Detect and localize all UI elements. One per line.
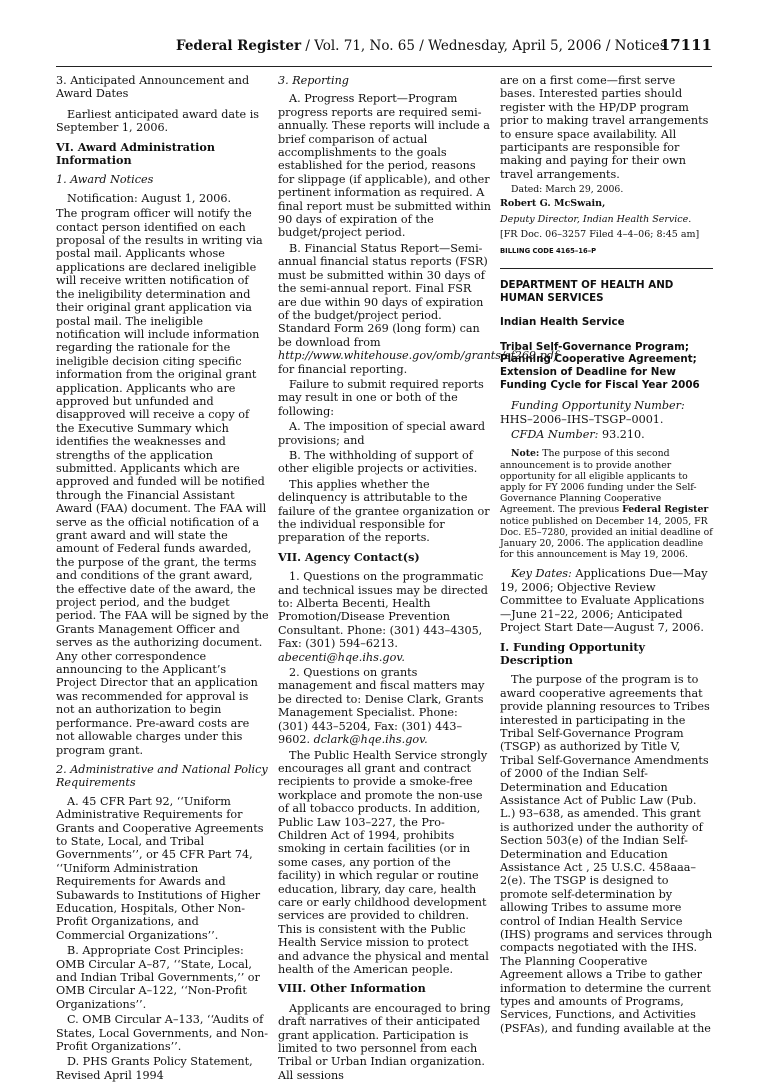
paragraph: D. PHS Grants Policy Statement, Revised April 1994 (56, 1055, 253, 1082)
subsection-heading: 3. Reporting (278, 74, 349, 87)
column-3 (500, 74, 713, 1037)
subsection-heading: 2. Administrative and National Policy Requirements (56, 762, 268, 790)
paragraph: are on a first come—first serve bases. Interested parties should register with the HP/DP program prior to making travel arrangements to ensure space availability. All participants are responsible for making and paying for their own travel arrangements. (500, 74, 709, 181)
section-heading: VIII. Other Information (278, 981, 426, 996)
section-heading: 3. Anticipated Announcement and Award Dates (56, 74, 250, 101)
billing-code: BILLING CODE 4165–16–P (500, 246, 597, 255)
text-run: B. Financial Status Report—Semi-annual financial status reports (FSR) must be submitted within 30 days of the semi-annual report. Final FSR are due within 90 days of expiration of the budget/project period. Standard Form 269 (long form) can be download from (278, 241, 488, 349)
journal-line (176, 38, 667, 54)
text-run: 2. Questions on grants management and fiscal matters may be directed to: Denise Clark, Grants Management Specialist. Phone: (301) 443–5204, Fax: (301) 443–9602. (278, 666, 485, 747)
funding-opportunity-number (500, 399, 713, 426)
paragraph: The program officer will notify the contact person identified on each proposal of the results in writing via postal mail. Applicants whose applications are declared ineligible will receive written notification of the ineligibility determination and their original grant application via postal mail. The ineligible notification will include information regarding the rationale for the ineligible decision citing specific information from the original grant application. Applicants who are approved but unfunded and disapproved will receive a copy of the Executive Summary which identifies the weaknesses and strengths of the application submitted. Applicants which are approved and funded will be notified through the Financial Assistant Award (FAA) document. The FAA will serve as the official notification of a grant award and will state the amount of Federal funds awarded, the purpose of the grant, the terms and conditions of the grant award, the effective date of the award, the project period, and the budget period. The FAA will be signed by the Grants Management Officer and serves as the authorizing document. Any other correspondence announcing to the Applicant’s Project Director that an application was recommended for approval is not an authorization to begin performance. Pre-award costs are not allowable charges under this program grant. (56, 207, 269, 757)
section-heading: I. Funding Opportunity Description (500, 639, 646, 667)
running-header (56, 36, 712, 67)
value: Applications Due—May 19, 2006; Objective Review Committee to Evaluate Applications—June 21–22, 2006; Anticipated Project Start Date—August 7, 2006. (500, 567, 708, 635)
sub-agency-name: Indian Health Service (500, 316, 625, 329)
paragraph: C. OMB Circular A–133, ‘‘Audits of States, Local Governments, and Non-Profit Organizations’’. (56, 1013, 269, 1054)
section-heading: VII. Agency Contact(s) (278, 549, 420, 564)
paragraph: The purpose of the program is to award cooperative agreements that provide planning resources to Tribes interested in participating in the Tribal Self-Governance Program (TSGP) as authorized by Title V, Tribal Self-Governance Amendments of 2000 of the Indian Self-Determination and Education Assistance Act of Public Law (Pub. L.) 93–638, as amended. This grant is authorized under the authority of Section 503(e) of the Indian Self-Determination and Education Assistance Act , 25 U.S.C. 458aaa–2(e). The TSGP is designed to promote self-determination by allowing Tribes to assume more control of Indian Health Service (IHS) programs and services through compacts negotiated with the IHS. The Planning Cooperative Agreement allows a Tribe to gather information to determine the current types and amounts of Programs, Services, Functions, and Activities (PSFAs), and funding available at the (500, 673, 713, 1035)
paragraph (278, 666, 491, 746)
text-run: notice published on December 14, 2005, FR Doc. E5–7280, provided an initial deadline of January 20, 2006. The application deadline for this announcement is May 19, 2006. (500, 515, 713, 561)
label: CFDA Number: (511, 428, 599, 442)
divider (500, 268, 713, 269)
label: Key Dates: (511, 567, 572, 581)
note-paragraph (500, 448, 713, 560)
paragraph: Notification: August 1, 2006. (67, 191, 232, 205)
email-link[interactable]: dclark@hqe.ihs.gov. (313, 733, 428, 747)
column-1 (56, 74, 269, 1084)
subsection-heading: 1. Award Notices (56, 173, 154, 187)
agency-name: DEPARTMENT OF HEALTH AND HUMAN SERVICES (500, 279, 674, 304)
paragraph: B. The withholding of support of other eligible projects or activities. (278, 448, 478, 476)
text-run: for financial reporting. (278, 362, 408, 376)
value: 93.210. (598, 428, 645, 442)
form-url-link[interactable]: http://www.whitehouse.gov/omb/grants/sf269.pdf (278, 349, 559, 363)
paragraph: A. 45 CFR Part 92, ‘‘Uniform Administrative Requirements for Grants and Cooperative Agreements to State, Local, and Tribal Governments’’, or 45 CFR Part 74, ‘‘Uniform Administration Requirements for Awards and Subawards to Institutions of Higher Education, Hospitals, Other Non-Profit Organizations, and Commercial Organizations’’. (56, 794, 264, 942)
paragraph: The Public Health Service strongly encourages all grant and contract recipients to provide a smoke-free workplace and promote the non-use of all tobacco products. In addition, Public Law 103–227, the Pro-Children Act of 1994, prohibits smoking in certain facilities (or in some cases, any portion of the facility) in which regular or routine education, library, day care, health care or early childhood development services are provided to children. This is consistent with the Public Health Service mission to protect and advance the physical and mental health of the American people. (278, 748, 489, 976)
fr-doc-line: [FR Doc. 06–3257 Filed 4–4–06; 8:45 am] (500, 229, 700, 241)
value: HHS–2006–IHS–TSGP–0001. (500, 412, 664, 426)
email-link[interactable]: abecenti@hqe.ihs.gov. (278, 650, 405, 664)
paragraph: B. Appropriate Cost Principles: OMB Circular A–87, ‘‘State, Local, and Indian Tribal Governments,’’ or OMB Circular A–122, ‘‘Non-Profit Organizations’’. (56, 944, 260, 1011)
dated-line: Dated: March 29, 2006. (511, 184, 624, 196)
label: Funding Opportunity Number: (511, 399, 685, 413)
paragraph (278, 570, 491, 664)
document-title: Tribal Self-Governance Program; Planning Cooperative Agreement; Extension of Deadline for New Funding Cycle for Fiscal Year 2006 (500, 340, 700, 391)
signer-title: Deputy Director, Indian Health Service. (500, 213, 692, 225)
paragraph: Failure to submit required reports may result in one or both of the following: (278, 377, 484, 418)
key-dates (500, 567, 713, 634)
paragraph: This applies whether the delinquency is attributable to the failure of the grantee organization or the individual responsible for preparation of the reports. (278, 477, 490, 545)
text-run: Federal Register (622, 504, 709, 516)
page-number: 17111 (659, 36, 712, 54)
issue-info: / Vol. 71, No. 65 / Wednesday, April 5, 2006 / Notices (301, 38, 667, 54)
signer-name: Robert G. McSwain, (500, 198, 606, 210)
text-run: 1. Questions on the programmatic and technical issues may be directed to: Alberta Becenti, Health Promotion/Disease Prevention Consultant. Phone: (301) 443–4305, Fax: (301) 594–6213. (278, 570, 488, 651)
text-run: The purpose of this second announcement is to provide another opportunity for all eligible applicants to apply for FY 2006 funding under the Self-Governance Planning Cooperative Agreement. The previous (500, 448, 697, 516)
journal-name: Federal Register (176, 38, 302, 54)
paragraph: A. The imposition of special award provisions; and (278, 420, 486, 447)
paragraph: Earliest anticipated award date is September 1, 2006. (56, 107, 260, 135)
note-label: Note: (511, 448, 540, 460)
paragraph: Applicants are encouraged to bring draft narratives of their anticipated grant application. Participation is limited to two personnel from each Tribal or Urban Indian organization. All sessions (278, 1001, 491, 1082)
cfda-number (500, 428, 713, 441)
section-heading: VI. Award Administration Information (56, 139, 216, 168)
paragraph: A. Progress Report—Program progress reports are required semi-annually. These reports will include a brief comparison of actual accomplishments to the goals established for the period, reasons for slippage (if applicable), and other pertinent information as required. A final report must be submitted within 90 days of expiration of the budget/project period. (278, 92, 491, 240)
